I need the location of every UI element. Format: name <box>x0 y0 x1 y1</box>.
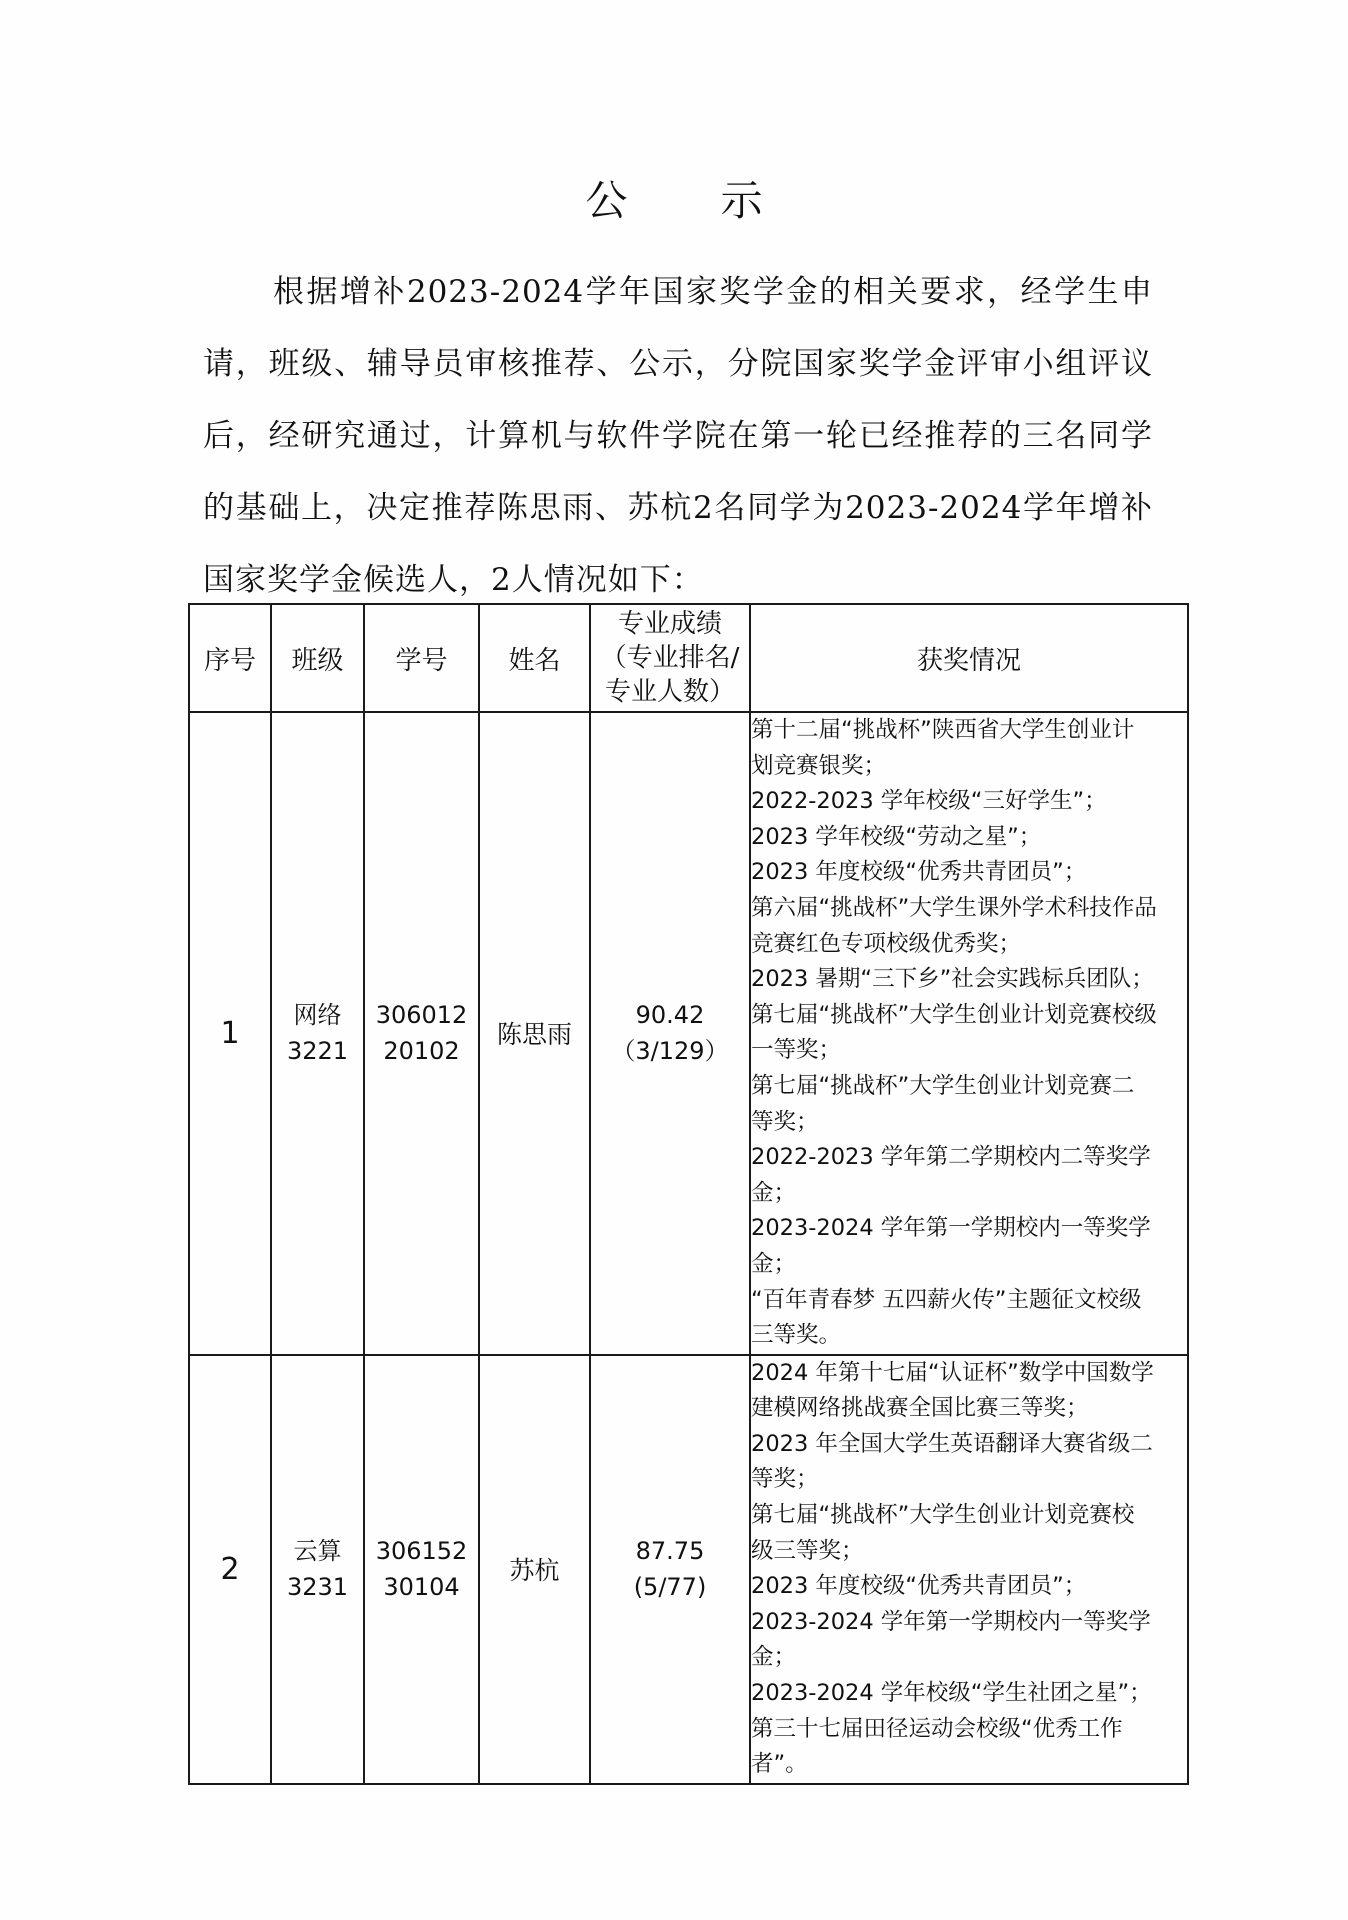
header-awards: 获奖情况 <box>750 604 1188 712</box>
header-name: 姓名 <box>479 604 590 712</box>
row-seq: 1 <box>189 712 271 1355</box>
row-score-value: 87.75 <box>635 1537 705 1566</box>
candidates-table <box>188 603 1189 1785</box>
award-line: 划竞赛银奖； <box>751 752 887 779</box>
header-score-line1: 专业成绩 <box>617 609 722 639</box>
award-line: 第三十七届田径运动会校级“优秀工作 <box>751 1715 1123 1742</box>
row-seq: 2 <box>189 1355 271 1784</box>
table-row <box>189 712 1188 1355</box>
award-line: 2023 年全国大学生英语翻译大赛省级二 <box>751 1430 1153 1457</box>
row-score-value: 90.42 <box>635 1001 705 1030</box>
award-line: 第七届“挑战杯”大学生创业计划竞赛校级 <box>751 1001 1157 1028</box>
row-score <box>590 1355 750 1784</box>
row-class-line2: 3221 <box>286 1037 349 1066</box>
award-line: 2023-2024 学年第一学期校内一等奖学金； <box>751 1215 1151 1277</box>
row-score <box>590 712 750 1355</box>
row-class <box>271 1355 364 1784</box>
award-line: 级三等奖； <box>751 1537 864 1564</box>
award-line: 2022-2023 学年第二学期校内二等奖学金； <box>751 1144 1151 1206</box>
award-line: 者”。 <box>751 1751 808 1778</box>
row-rank-value: (5/77) <box>633 1573 707 1602</box>
row-rank-value: （3/129） <box>611 1037 729 1066</box>
row-student-id <box>364 712 479 1355</box>
award-line: 2023 学年校级“劳动之星”； <box>751 823 1042 850</box>
table-row <box>189 1355 1188 1784</box>
award-line: 2023 暑期“三下乡”社会实践标兵团队； <box>751 966 1154 993</box>
row-id-line1: 306012 <box>375 1001 468 1030</box>
row-student-id <box>364 1355 479 1784</box>
award-line: 三等奖。 <box>751 1322 842 1349</box>
award-line: 2023-2024 学年校级“学生社团之星”； <box>751 1680 1152 1707</box>
header-score-line3: 专业人数） <box>604 677 735 707</box>
row-id-line2: 30104 <box>383 1573 460 1602</box>
award-line: 第六届“挑战杯”大学生课外学术科技作品 <box>751 894 1157 921</box>
header-student-id: 学号 <box>364 604 479 712</box>
table-header-row <box>189 604 1188 712</box>
header-seq: 序号 <box>189 604 271 712</box>
row-class-line1: 网络 <box>293 1001 342 1030</box>
award-line: 2022-2023 学年校级“三好学生”； <box>751 788 1107 815</box>
header-score-line2: （专业排名/ <box>600 643 740 673</box>
row-class-line2: 3231 <box>286 1573 349 1602</box>
row-class <box>271 712 364 1355</box>
award-line: “百年青春梦 五四薪火传”主题征文校级 <box>751 1286 1142 1313</box>
row-awards <box>750 1355 1188 1784</box>
award-line: 2023 年度校级“优秀共青团员”； <box>751 859 1087 886</box>
award-line: 等奖； <box>751 1466 819 1493</box>
row-name: 陈思雨 <box>479 712 590 1355</box>
row-id-line2: 20102 <box>383 1037 460 1066</box>
header-class: 班级 <box>271 604 364 712</box>
award-line: 2023 年度校级“优秀共青团员”； <box>751 1573 1087 1600</box>
award-line: 建模网络挑战赛全国比赛三等奖； <box>751 1395 1089 1422</box>
row-id-line1: 306152 <box>375 1537 468 1566</box>
award-line: 第七届“挑战杯”大学生创业计划竞赛二 <box>751 1072 1135 1099</box>
intro-paragraph: 根据增补2023-2024学年国家奖学金的相关要求，经学生申请，班级、辅导员审核推荐、公示，分院国家奖学金评审小组评议后，经研究通过，计算机与软件学院在第一轮已经推荐的三名同学的基础上，决定推荐陈思雨、苏杭2名同学为2023-2024学年增补国家奖学金候选人，2人情况如下： <box>203 274 1153 598</box>
document-title: 公 示 <box>585 176 803 225</box>
row-name: 苏杭 <box>479 1355 590 1784</box>
award-line: 2023-2024 学年第一学期校内一等奖学金； <box>751 1608 1151 1671</box>
row-class-line1: 云算 <box>293 1537 342 1566</box>
award-line: 竞赛红色专项校级优秀奖； <box>751 930 1022 957</box>
row-awards <box>750 712 1188 1355</box>
award-line: 第十二届“挑战杯”陕西省大学生创业计 <box>751 717 1135 743</box>
award-line: 一等奖； <box>751 1037 842 1064</box>
award-line: 等奖； <box>751 1108 819 1135</box>
header-score <box>590 604 750 712</box>
award-line: 第七届“挑战杯”大学生创业计划竞赛校 <box>751 1502 1135 1529</box>
award-line: 2024 年第十七届“认证杯”数学中国数学 <box>751 1359 1154 1386</box>
